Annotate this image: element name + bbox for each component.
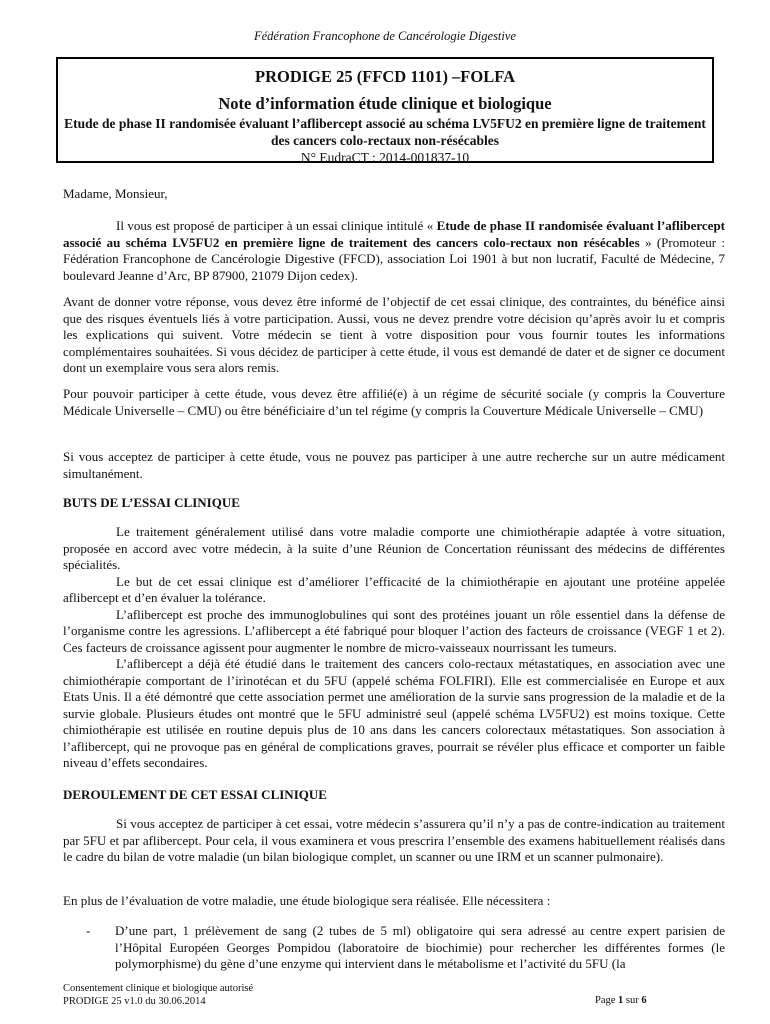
footer-version-line: PRODIGE 25 v1.0 du 30.06.2014 bbox=[63, 996, 206, 1007]
buts-paragraph-1: Le traitement généralement utilisé dans votre maladie comporte une chimiothérapie adaptée à votre situation, proposée en accord avec votre médecin, à la suite d’une Réunion de Concertation réunissant des médecins de différentes spécialités. bbox=[63, 524, 725, 572]
page-current: 1 bbox=[618, 995, 624, 1006]
buts-paragraph-3: L’aflibercept est proche des immunoglobulines qui sont des protéines jouant un rôle essentiel dans la défense de l’organisme contre les agressions. L’aflibercept a été fabriqué pour bloquer l’action des facteurs de croissance (VEGF 1 et 2). Ces facteurs de croissance agissent pour augmenter le nombre de micro-vaisseaux nourrissant les tumeurs. bbox=[63, 606, 725, 655]
social-security-paragraph bbox=[63, 386, 725, 419]
document-title: PRODIGE 25 (FFCD 1101) –FOLFA bbox=[254, 67, 515, 86]
buts-paragraph-2: Le but de cet essai clinique est d’améliorer l’efficacité de la chimiothérapie en ajoutant une protéine appelée aflibercept et d’en évaluer la tolérance. bbox=[63, 573, 725, 605]
intro-tail: » (Promoteur : Fédération Francophone de Cancérologie Digestive (FFCD), association Loi 1901 à but non lucratif, Faculté de Médecine, 7 boulevard Jeanne d’Arc, BP 87900, 21079 Dijon cedex). bbox=[63, 234, 726, 283]
document-subtitle: Note d’information étude clinique et biologique bbox=[218, 94, 552, 113]
intro-lead: Il vous est proposé de participer à un essai clinique intitulé « bbox=[116, 218, 437, 233]
section-heading-buts: BUTS DE L’ESSAI CLINIQUE bbox=[63, 495, 240, 510]
info-paragraph bbox=[63, 294, 725, 377]
other-research-text: Si vous acceptez de participer à cette étude, vous ne pouvez pas participer à une autre recherche sur un autre médicament simultanément. bbox=[63, 449, 725, 481]
page-number bbox=[595, 995, 647, 1006]
other-research-paragraph bbox=[63, 449, 725, 482]
eudract-number: N° EudraCT : 2014-001837-10 bbox=[300, 150, 470, 165]
title-box bbox=[56, 57, 714, 163]
deroulement-paragraph-2: En plus de l’évaluation de votre maladie, une étude biologique sera réalisée. Elle nécessitera : bbox=[63, 893, 551, 908]
footer-left bbox=[63, 982, 253, 1008]
salutation: Madame, Monsieur, bbox=[63, 186, 168, 201]
bullet-text: D’une part, 1 prélèvement de sang (2 tubes de 5 ml) obligatoire qui sera adressé au centre expert parisien de l’Hôpital Européen Georges Pompidou (laboratoire de biochimie) pour rechercher les différentes formes (le polymorphisme) du gène d’une enzyme qui intervient dans le métabolisme et l’activité du 5FU (la bbox=[115, 923, 725, 971]
section-heading-deroulement: DEROULEMENT DE CET ESSAI CLINIQUE bbox=[63, 787, 327, 802]
intro-paragraph bbox=[63, 218, 725, 284]
deroulement-paragraph-1: Si vous acceptez de participer à cet essai, votre médecin s’assurera qu’il n’y a pas de contre-indication au traitement par 5FU et par aflibercept. Pour cela, il vous examinera et vous prescrira l’ensemble des examens habituellement réalisés dans le cadre du bilan de votre maladie (un bilan biologique complet, un scanner ou une IRM et un scanner pulmonaire). bbox=[63, 816, 725, 864]
study-title: Etude de phase II randomisée évaluant l’aflibercept associé au schéma LV5FU2 en première ligne de traitement des cancers colo-rectaux non-résécables bbox=[64, 116, 706, 148]
page-separator: sur bbox=[623, 995, 642, 1006]
info-text: Avant de donner votre réponse, vous devez être informé de l’objectif de cet essai clinique, des contraintes, du bénéfice ainsi que des risques éventuels liés à votre participation. Aussi, vous ne devez prendre votre décision qu’après avoir lu et compris les explications qui suivent. Votre médecin se tient à votre disposition pour vous fournir toutes les informations complémentaires souhaitées. Si vous décidez de participer à cette étude, il vous est demandé de dater et de signer ce document dont un exemplaire vous sera alors remis. bbox=[63, 294, 725, 375]
social-security-text: Pour pouvoir participer à cette étude, vous devez être affilié(e) à un régime de sécurité sociale (y compris la Couverture Médicale Universelle – CMU) ou être bénéficiaire d’un tel régime (y compris la Couverture Médicale Universelle – CMU) bbox=[63, 386, 725, 418]
page-total: 6 bbox=[641, 995, 647, 1006]
bullet-dash: - bbox=[86, 923, 91, 938]
intro-study-title: Etude de phase II randomisée évaluant l’aflibercept associé au schéma LV5FU2 en première ligne de traitement des cancers colo-rectaux non résécables bbox=[63, 218, 725, 250]
deroulement-paragraph-2-block bbox=[63, 893, 725, 910]
footer-consent-line: Consentement clinique et biologique autorisé bbox=[63, 983, 254, 994]
deroulement-paragraph-1-block bbox=[63, 816, 725, 866]
section-buts-body bbox=[63, 524, 725, 772]
list-item bbox=[63, 923, 725, 973]
page-prefix: Page bbox=[595, 995, 619, 1006]
buts-paragraph-4: L’aflibercept a déjà été étudié dans le traitement des cancers colo-rectaux métastatiques, en association avec une chimiothérapie comportant de l’irinotécan et du 5FU (appelé schéma FOLFIRI). Elle est commercialisée en Europe et aux Etats Unis. Il a été démontré que cette association permet une amélioration de la survie sans progression de la maladie et de la survie globale. Plusieurs études ont montré que le 5FU administré seul (appelé schéma LV5FU2) est moins toxique. Cette chimiothérapie est utilisée en routine depuis plus de 10 ans dans les cancers colorectaux métastatiques. Son association à l’aflibercept, qui ne provoque pas en général de complications graves, pourrait se révéler plus efficace et comporter un faible niveau d’effets secondaires. bbox=[63, 656, 725, 770]
organization-header: Fédération Francophone de Cancérologie Digestive bbox=[254, 29, 516, 43]
